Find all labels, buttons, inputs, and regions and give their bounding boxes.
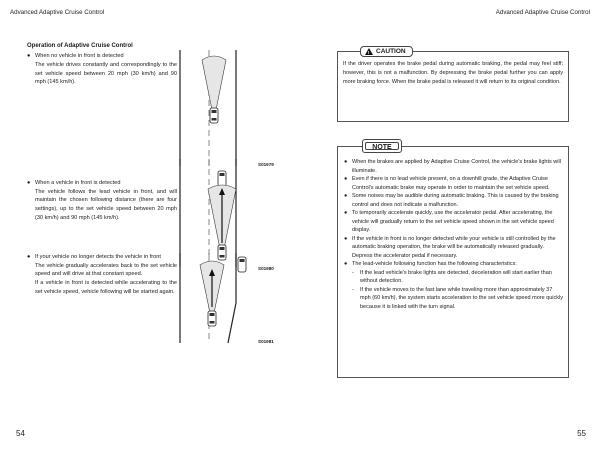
note-label: NOTE bbox=[365, 142, 399, 150]
running-header-right: Advanced Adaptive Cruise Control bbox=[495, 9, 590, 16]
caution-text: If the driver operates the brake pedal during automatic braking, the pedal may feel stiff; however, this is not a malfunction. By depressing the brake pedal further you can apply more braking force. When the brake pedal is released it will return to its original condition. bbox=[343, 61, 563, 85]
dash-icon: - bbox=[352, 286, 354, 293]
caution-label-tab bbox=[360, 46, 413, 57]
note-subitem bbox=[344, 286, 563, 312]
list-item bbox=[27, 179, 177, 188]
figure-vehicle-lost bbox=[178, 251, 278, 351]
figure-code: S01979 bbox=[258, 162, 274, 167]
bullet-icon: ● bbox=[27, 180, 31, 186]
caution-label: CAUTION bbox=[376, 48, 406, 55]
dash-icon: - bbox=[352, 269, 354, 276]
note-item bbox=[344, 260, 563, 269]
note-item bbox=[344, 192, 563, 209]
figure-no-vehicle bbox=[178, 48, 278, 170]
section-title: Operation of Adaptive Cruise Control bbox=[27, 43, 133, 49]
note-item-text: Some noises may be audible during automatic braking. This is caused by the braking control and does not indicate a malfunction. bbox=[352, 193, 559, 208]
note-list bbox=[344, 158, 563, 311]
road-diagram-1 bbox=[178, 48, 278, 170]
figure-code: S01981 bbox=[258, 339, 274, 344]
item-heading: When no vehicle in front is detected bbox=[35, 53, 124, 60]
bullet-icon: ● bbox=[344, 261, 348, 268]
note-item bbox=[344, 158, 563, 175]
note-item-text: To temporarily accelerate quickly, use the accelerator pedal. After accelerating, the vehicle will gradually return to the set vehicle speed shown in the set vehicle speed display. bbox=[352, 210, 554, 234]
section-block-3 bbox=[27, 253, 177, 296]
note-item-text: If the vehicle in front is no longer detected while your vehicle is still controlled by the automatic braking operation, the brake will be automatically released gradually. Depress the accelerator pedal if necessary. bbox=[352, 235, 556, 259]
note-item bbox=[344, 175, 563, 192]
road-diagram-3 bbox=[178, 251, 278, 351]
item-heading: When a vehicle in front is detected bbox=[35, 180, 121, 186]
note-subitem-text: If the lead vehicle's brake lights are detected, deceleration will start earlier than without detection. bbox=[360, 269, 552, 285]
note-box bbox=[337, 146, 569, 378]
list-item bbox=[27, 52, 177, 61]
bullet-icon: ● bbox=[344, 159, 348, 165]
bullet-icon: ● bbox=[27, 254, 31, 260]
note-label-tab bbox=[362, 139, 402, 153]
item-paragraph: The vehicle follows the lead vehicle in front, and will maintain the chosen following distance (there are four settings), up to the set vehicle speed between 20 mph (30 km/h) and 90 mph (145 km/h). bbox=[35, 188, 177, 221]
item-heading: If your vehicle no longer detects the vehicle in front bbox=[35, 254, 161, 260]
bullet-icon: ● bbox=[344, 193, 348, 200]
warning-triangle-icon bbox=[365, 48, 373, 55]
page-number-left: 54 bbox=[16, 429, 25, 438]
bullet-icon: ● bbox=[344, 235, 348, 242]
note-item bbox=[344, 235, 563, 261]
note-subitem-text: If the vehicle moves to the fast lane while traveling more than approximately 37 mph (60 km/h), the system starts acceleration to the set vehicle speed more quickly because it is linked with the turn signal. bbox=[360, 286, 563, 310]
bullet-icon: ● bbox=[344, 176, 348, 183]
running-header-left: Advanced Adaptive Cruise Control bbox=[10, 9, 105, 16]
figure-code: S01980 bbox=[258, 266, 274, 271]
page-number-right: 55 bbox=[577, 429, 586, 438]
item-paragraph: The vehicle gradually accelerates back to the set vehicle speed and will drive at that constant speed. bbox=[35, 262, 177, 278]
bullet-icon: ● bbox=[27, 53, 31, 60]
section-block-1 bbox=[27, 42, 177, 87]
note-item bbox=[344, 209, 563, 235]
list-item bbox=[27, 253, 177, 262]
item-paragraph: The vehicle drives constantly and correspondingly to the set vehicle speed between 20 mph (30 km/h) and 90 mph (145 km/h). bbox=[35, 61, 177, 86]
note-subitem bbox=[344, 269, 563, 286]
bullet-icon: ● bbox=[344, 210, 348, 217]
item-paragraph: If a vehicle in front is detected while accelerating to the set vehicle speed, vehicle following will be started again. bbox=[35, 279, 177, 295]
note-item-text: When the brakes are applied by Adaptive Cruise Control, the vehicle's brake lights will illuminate. bbox=[352, 159, 561, 174]
note-item-text: The lead-vehicle following function has the following characteristics: bbox=[352, 261, 517, 268]
section-block-2 bbox=[27, 179, 177, 222]
note-item-text: Even if there is no lead vehicle present, on a downhill grade, the Adaptive Cruise Control's automatic brake may operate in order to maintain the set vehicle speed. bbox=[352, 176, 550, 191]
caution-box bbox=[337, 48, 569, 122]
